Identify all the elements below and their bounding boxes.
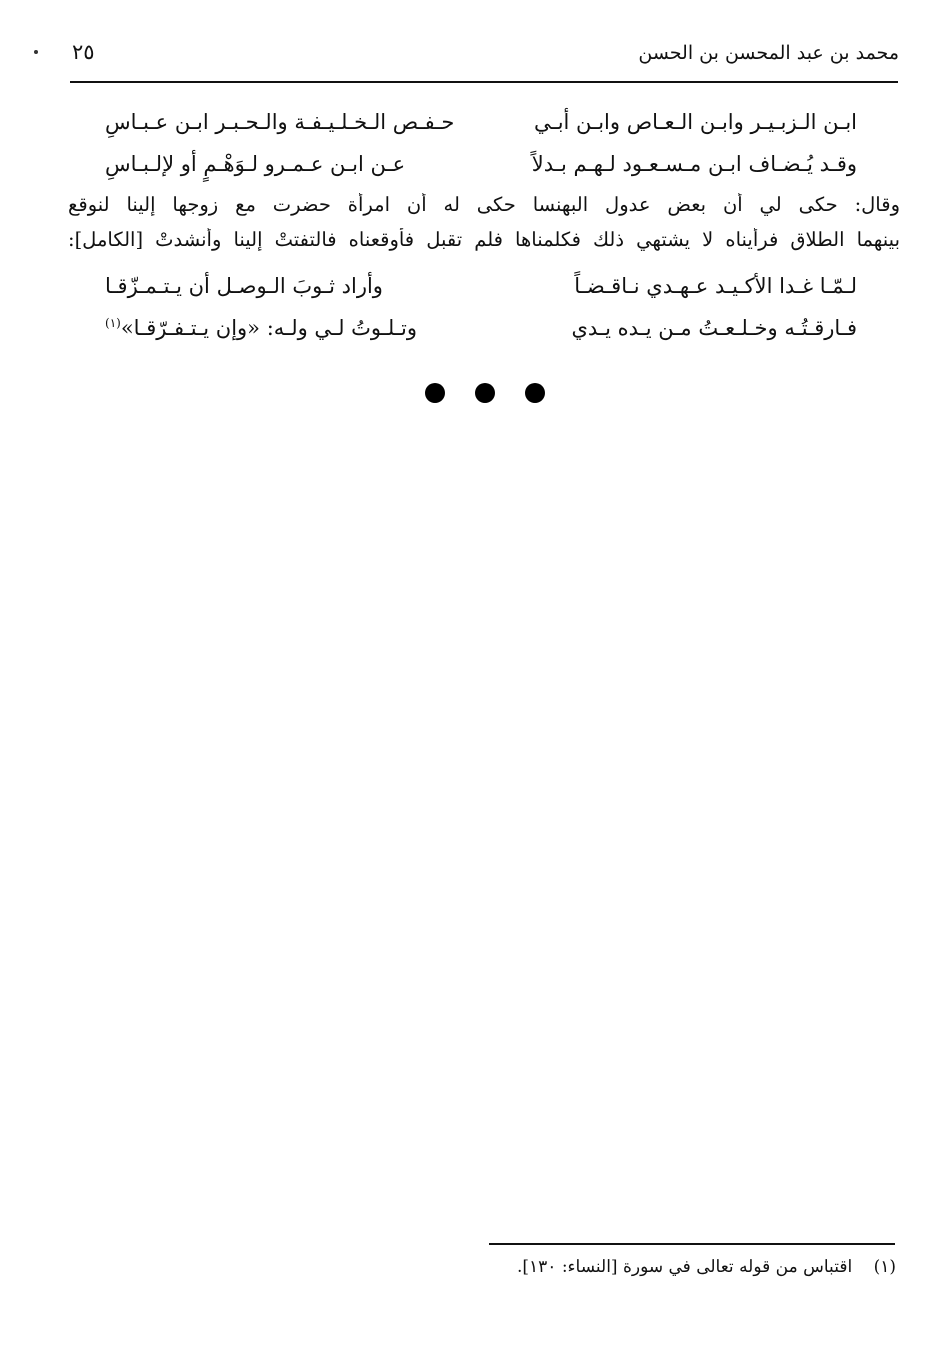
prose-line-2: بينهما الطلاق فرأيناه لا يشتهي ذلك فكلمناها فلم تقبل فأوقعناه فالتفتتْ إلينا وأنشدتْ [الكامل]: [68,228,900,251]
header-rule [70,81,898,83]
running-header-title: محمد بن عبد المحسن بن الحسن [638,42,899,64]
page-number: ٢٥ [72,40,95,64]
verse-line-3 [105,268,857,304]
footnote-rule [489,1243,895,1245]
verse-4-second-hemistich-text: وتـلـوتُ لـي ولـه: «وإن يـتـفـرّقـا» [120,316,418,340]
verse-4-first-hemistich: فـارقـتُـه وخـلـعـتُ مـن يـده يـدي [571,316,857,340]
verse-2-first-hemistich: وقـد يُـضـاف ابـن مـسـعـود لـهـم بـدلاً [531,152,857,176]
verse-4-second-hemistich [105,316,417,340]
verse-2-second-hemistich: عـن ابـن عـمـرو لـوَهْـمٍ أو لإلـبـاسِ [105,152,406,176]
verse-line-2 [105,146,857,182]
ornament-dot [425,383,445,403]
footnote-reference: (١) [105,316,121,330]
verse-line-1 [105,104,857,140]
verse-1-first-hemistich: ابـن الـزبـيـر وابـن الـعـاص وابـن أبـي [534,110,857,134]
prose-line-1: وقال: حكى لي أن بعض عدول البهنسا حكى له أن امرأة حضرت مع زوجها إلينا لنوقع [68,193,900,216]
section-ornament [425,383,545,407]
verse-1-second-hemistich: حـفـص الـخـلـيـفـة والـحـبـر ابـن عـبـاسِ [105,110,455,134]
footnote [517,1257,896,1277]
verse-3-second-hemistich: وأراد ثـوبَ الـوصـل أن يـتـمـزّقـا [105,274,383,298]
footnote-text: اقتباس من قوله تعالى في سورة [النساء: ١٣٠]. [516,1257,853,1277]
header-dot-mark [34,50,38,54]
footnote-number: (١) [873,1257,896,1277]
verse-3-first-hemistich: لـمّـا غـدا الأكـيـد عـهـدي نـاقـضـاً [574,274,857,298]
ornament-dot [475,383,495,403]
ornament-dot [525,383,545,403]
verse-line-4 [105,310,857,346]
